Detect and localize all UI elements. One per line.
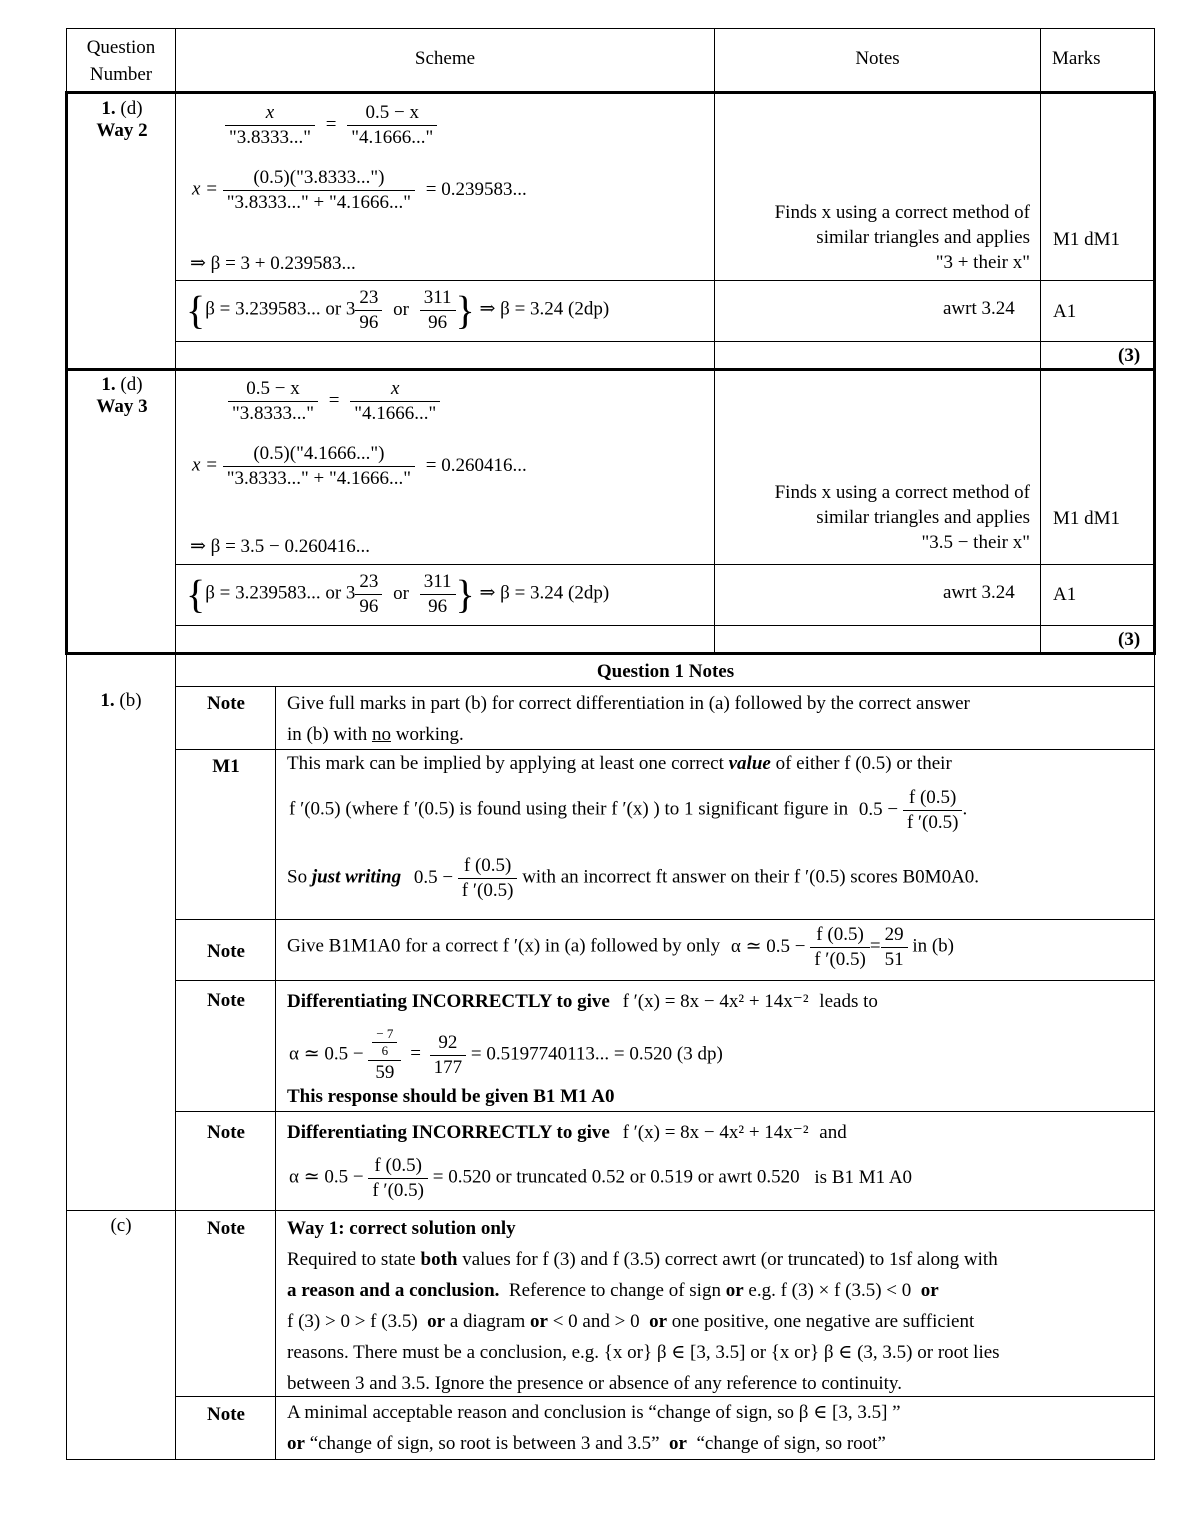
m1-line3c: with an incorrect ft answer on their f ′(0.5) scores B0M0A0. — [522, 866, 980, 888]
note4-frac-num: f (0.5) — [368, 1154, 428, 1179]
note3-frac2-den: 177 — [433, 1056, 463, 1078]
note4-frac-den: f ′(0.5) — [372, 1179, 424, 1201]
note5-line3d: or — [530, 1311, 548, 1332]
way2-part: (d) — [120, 98, 143, 119]
way2-eq3: ⇒ β = 3 + 0.239583... — [190, 253, 356, 274]
way2-qnum: 1. — [101, 98, 116, 119]
notes-title: Question 1 Notes — [596, 661, 735, 682]
header-notes: Notes — [855, 48, 900, 69]
note1-line2a: in (b) with — [287, 724, 368, 745]
note6-line2d: “change of sign, so root” — [696, 1433, 886, 1454]
note5-line1b: both — [420, 1249, 458, 1270]
note2-eq: = — [869, 935, 881, 957]
way3-eq3: ⇒ β = 3.5 − 0.260416... — [190, 536, 371, 557]
note2-end: in (b) — [912, 935, 955, 957]
way2-marks1: M1 dM1 — [1053, 229, 1121, 250]
way3-final: {β = 3.239583... or 3 $\frac{23}{96}$ or $\frac{311}{96}$ } ⇒ β = 3.24 (2dp) — [186, 571, 610, 617]
way3-total: (3) — [1118, 629, 1141, 650]
note6-line2c: or — [669, 1433, 687, 1454]
way2-note — [716, 200, 1030, 275]
note1-label: Note — [207, 693, 245, 714]
way2-final-frac2-num: 311 — [420, 286, 456, 311]
way2-eq1-rhs-den: "4.1666..." — [351, 126, 434, 148]
way3-final-frac1-num: 23 — [359, 571, 379, 592]
m1-line3-frac-num: f (0.5) — [458, 854, 518, 879]
note5-line1a: Required to state — [287, 1249, 416, 1270]
note1-line2c: working. — [395, 724, 464, 745]
note6-line1: A minimal acceptable reason and conclusion is “change of sign, so β ∈ [3, 3.5] ” — [287, 1402, 901, 1423]
way2-question-label — [68, 98, 176, 142]
m1-line3-frac-den: f ′(0.5) — [461, 879, 514, 901]
note1-line2b: no — [371, 724, 391, 745]
way3-eq1-rhs-num: x — [350, 377, 440, 402]
way3-final-b: ⇒ β = 3.24 (2dp) — [479, 582, 610, 604]
part-b-part: (b) — [119, 690, 142, 711]
m1-line2a: f ′(0.5) (where f ′(0.5) is found using their f ′(x) ) to 1 significant figure in — [289, 798, 849, 820]
note3-line1b: f ′(x) = 8x − 4x² + 14x⁻² — [622, 991, 809, 1012]
note3-eq: = — [410, 1043, 421, 1065]
way3-note-line1: Finds x using a correct method of — [774, 482, 1030, 503]
way3-eq2-den: "3.8333..." + "4.1666..." — [226, 467, 412, 489]
m1-line3a: So — [287, 866, 308, 888]
note5-line2 — [287, 1275, 1000, 1306]
way3-note-line3: "3.5 − their x" — [921, 532, 1030, 553]
m1-line1b: value — [728, 753, 771, 774]
note6-line2a: or — [287, 1433, 305, 1454]
way3-final-a: β = 3.239583... or 3 — [205, 582, 356, 604]
way3-eq2-result: = 0.260416... — [425, 454, 527, 476]
way2-final-or: or — [393, 298, 409, 320]
way3-eq1-lhs-num: 0.5 − x — [228, 377, 318, 402]
way3-awrt: awrt 3.24 — [943, 582, 1015, 603]
way3-eq1-rhs-den: "4.1666..." — [354, 402, 437, 424]
header-marks: Marks — [1052, 48, 1101, 69]
note2-frac2-num: 29 — [881, 923, 908, 948]
way2-eq2-den: "3.8333..." + "4.1666..." — [226, 191, 412, 213]
way2-note-line3: "3 + their x" — [935, 252, 1030, 273]
way2-eq2-num: (0.5)("3.8333...") — [223, 166, 415, 191]
way3-eq2-lhs: x = — [192, 454, 219, 476]
m1-label: M1 — [212, 756, 240, 777]
way2-awrt: awrt 3.24 — [943, 298, 1015, 319]
way3-note-line2: similar triangles and applies — [816, 507, 1030, 528]
note5-line4: reasons. There must be a conclusion, e.g. {x or} β ∈ [3, 3.5] or {x or} β ∈ (3, 3.5) or root lies — [287, 1342, 1000, 1363]
note6-line2b: “change of sign, so root is between 3 and 3.5” — [309, 1433, 660, 1454]
note5-line3 — [287, 1306, 1000, 1337]
note2-text — [287, 923, 954, 972]
note6-line2 — [287, 1428, 901, 1459]
note3-small-den: 6 — [381, 1043, 389, 1059]
note3-line1 — [287, 992, 878, 1011]
note5-title: Way 1: correct solution only — [287, 1218, 516, 1239]
note5-line2e: or — [920, 1280, 939, 1301]
way3-eq1-lhs-den: "3.8333..." — [232, 402, 315, 424]
header-scheme: Scheme — [414, 48, 476, 69]
m1-line3b: just writing — [311, 866, 402, 888]
note5-line3c: a diagram — [449, 1311, 526, 1332]
m1-line2 — [289, 786, 967, 835]
note5-line3b: or — [427, 1311, 446, 1332]
way2-note-line1: Finds x using a correct method of — [774, 202, 1030, 223]
way3-eq2 — [192, 442, 527, 491]
note4-line1a: Differentiating INCORRECTLY to give — [287, 1122, 610, 1143]
way2-eq2-result: = 0.239583... — [425, 178, 527, 200]
note3-line1c: leads to — [819, 991, 878, 1012]
note6-label: Note — [207, 1404, 245, 1425]
note2-frac2-den: 51 — [884, 948, 904, 970]
header-question-number — [66, 34, 176, 88]
way2-final-frac2-den: 96 — [428, 311, 448, 333]
m1-line1a: This mark can be implied by applying at least one correct — [287, 753, 724, 774]
way2-eq2-lhs: x = — [192, 178, 219, 200]
note1-line1: Give full marks in part (b) for correct differentiation in (a) followed by the correct answer — [287, 693, 970, 714]
note5-label: Note — [207, 1218, 245, 1239]
note6-text — [287, 1397, 901, 1459]
note3-label: Note — [207, 990, 245, 1011]
note5-line3e: < 0 and > 0 — [552, 1311, 640, 1332]
m1-line2-end: . — [962, 798, 968, 820]
way3-final-frac2-num: 311 — [420, 570, 456, 595]
note3-line3: This response should be given B1 M1 A0 — [287, 1086, 615, 1107]
note2-frac-num: f (0.5) — [810, 923, 870, 948]
note4-line2b: = 0.520 or truncated 0.52 or 0.519 or awrt 0.520 — [432, 1166, 800, 1188]
m1-frac-den: f ′(0.5) — [906, 811, 959, 833]
part-b-qnum: 1. — [100, 690, 115, 711]
way3-marks1: M1 dM1 — [1053, 508, 1121, 529]
way2-way: Way 2 — [96, 120, 148, 141]
note2-a: Give B1M1A0 for a correct f ′(x) in (a) followed by only — [287, 935, 721, 957]
m1-line3 — [287, 854, 979, 903]
m1-line3-expr: 0.5 − — [413, 866, 454, 888]
note2-expr: α ≃ 0.5 − — [730, 935, 806, 957]
note2-frac-den: f ′(0.5) — [814, 948, 866, 970]
note3-line2 — [289, 1026, 723, 1084]
note1-text — [287, 688, 970, 750]
way3-final-frac2-den: 96 — [428, 595, 448, 617]
note3-line1a: Differentiating INCORRECTLY to give — [287, 991, 610, 1012]
note5-line1c: values for f (3) and f (3.5) correct awrt (or truncated) to 1sf along with — [462, 1249, 998, 1270]
way2-marks2: A1 — [1053, 301, 1077, 322]
way3-qnum: 1. — [101, 374, 116, 395]
way3-marks2: A1 — [1053, 584, 1077, 605]
m1-frac-num: f (0.5) — [903, 786, 963, 811]
note4-line2a: α ≃ 0.5 − — [289, 1166, 364, 1188]
way3-eq2-num: (0.5)("4.1666...") — [223, 442, 415, 467]
way3-final-frac1-den: 96 — [355, 594, 382, 619]
m1-line1 — [287, 754, 952, 773]
note5-line2c: or — [725, 1280, 744, 1301]
way3-part: (d) — [120, 374, 143, 395]
note4-line1b: f ′(x) = 8x − 4x² + 14x⁻² — [622, 1122, 809, 1143]
note5-line3a: f (3) > 0 > f (3.5) — [287, 1311, 418, 1332]
way2-eq1-lhs-num: x — [225, 101, 315, 126]
note3-line2b: = 0.5197740113... = 0.520 (3 dp) — [470, 1043, 723, 1065]
note4-line1c: and — [819, 1122, 847, 1143]
way2-total: (3) — [1118, 345, 1141, 366]
m1-line1c: of either f (0.5) or their — [775, 753, 952, 774]
way2-final-a: β = 3.239583... or 3 — [205, 298, 356, 320]
way2-final-frac1-num: 23 — [359, 287, 379, 308]
note5-line3f: or — [649, 1311, 668, 1332]
note5-line1 — [287, 1244, 1000, 1275]
note5-line2a: a reason and a conclusion. — [287, 1280, 500, 1301]
way3-final-or: or — [393, 582, 409, 604]
note4-line2c: is B1 M1 A0 — [814, 1166, 913, 1188]
note2-label: Note — [207, 941, 245, 962]
note5-text — [287, 1213, 1000, 1399]
note4-label: Note — [207, 1122, 245, 1143]
way2-final-frac1-den: 96 — [355, 310, 382, 335]
note5-line5: between 3 and 3.5. Ignore the presence or absence of any reference to continuity. — [287, 1373, 902, 1394]
note3-small-num: − 7 — [372, 1026, 397, 1043]
note1-line2 — [287, 719, 970, 750]
way3-note — [716, 480, 1030, 555]
part-c-label: (c) — [110, 1215, 132, 1236]
header-question-number-label: Question Number — [86, 37, 156, 85]
way2-eq1-lhs-den: "3.8333..." — [229, 126, 312, 148]
note5-line2d: e.g. f (3) × f (3.5) < 0 — [748, 1280, 912, 1301]
way2-eq2 — [192, 166, 527, 215]
way2-note-line2: similar triangles and applies — [816, 227, 1030, 248]
way3-eq1: $\frac{0.5 - x}{"3.8333..."}$ = $\frac{x}{"4.1666..."}$ — [228, 377, 440, 426]
note3-line2a: α ≃ 0.5 − — [289, 1043, 364, 1065]
way2-final: {β = 3.239583... or 3 $\frac{23}{96}$ or $\frac{311}{96}$ } ⇒ β = 3.24 (2dp) — [186, 287, 610, 333]
way2-eq1: $\frac{x}{"3.8333..."}$ = $\frac{0.5 - x}{"4.1666..."}$ — [225, 101, 437, 150]
note5-line2b: Reference to change of sign — [508, 1280, 721, 1301]
way3-question-label — [68, 374, 176, 418]
note4-line2 — [289, 1154, 912, 1203]
way2-eq1-rhs-num: 0.5 − x — [347, 101, 437, 126]
note4-line1 — [287, 1123, 847, 1142]
way3-way: Way 3 — [96, 396, 148, 417]
note5-line3g: one positive, one negative are sufficient — [671, 1311, 975, 1332]
part-b-label — [66, 690, 176, 712]
way2-final-b: ⇒ β = 3.24 (2dp) — [479, 298, 610, 320]
note3-frac2-num: 92 — [430, 1031, 467, 1056]
note3-frac-den: 59 — [375, 1061, 395, 1083]
m1-line2-expr: 0.5 − — [858, 798, 899, 820]
